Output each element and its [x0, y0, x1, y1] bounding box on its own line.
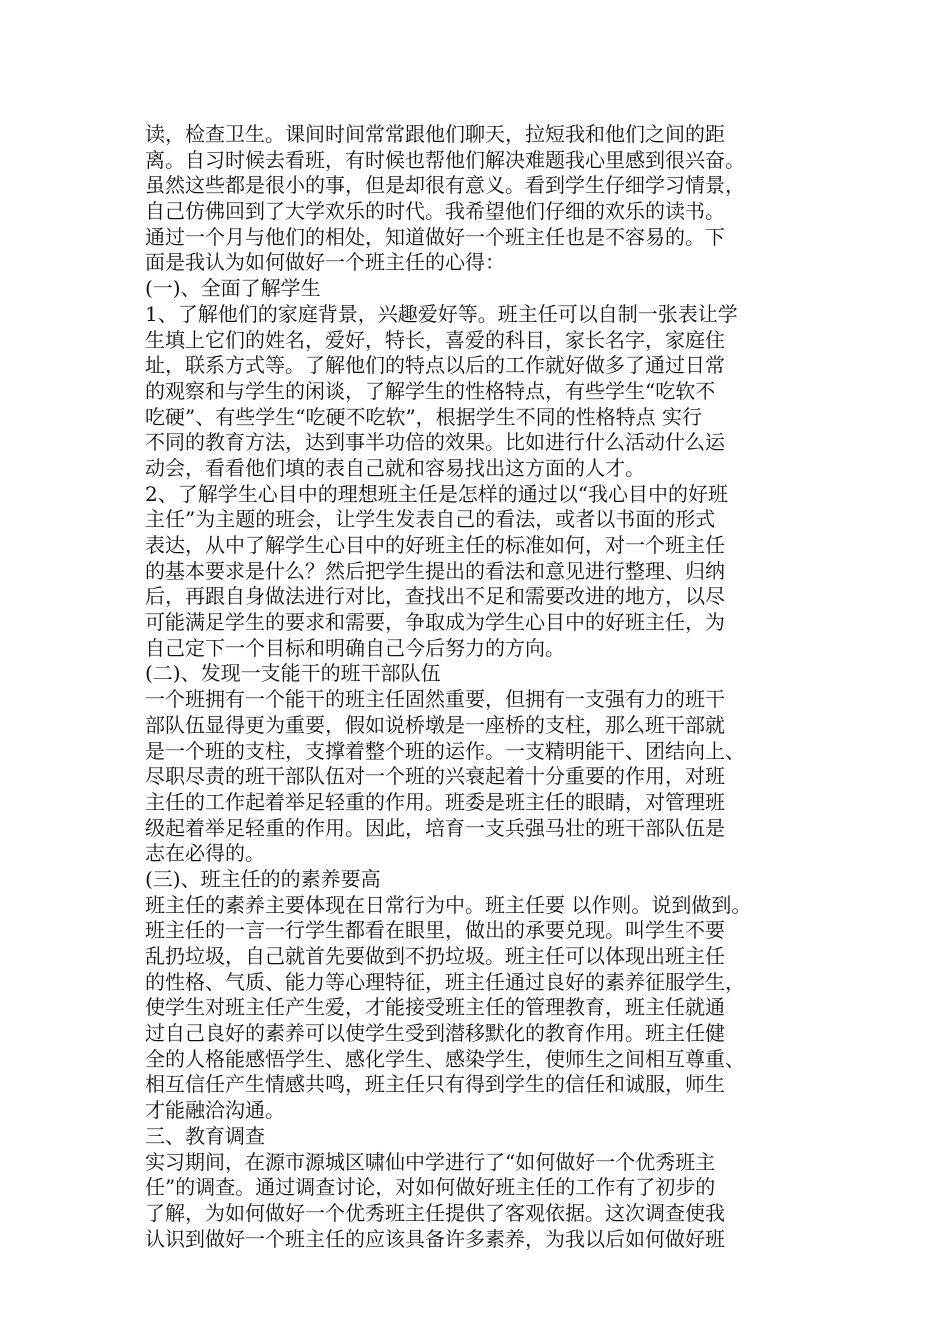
text-line: 2、了解学生心目中的理想班主任是怎样的通过以“我心目中的好班 — [145, 481, 728, 506]
text-line: 三、教育调查 — [145, 1123, 265, 1148]
text-line: (三)、班主任的的素养要高 — [145, 866, 381, 891]
text-line: 面是我认为如何做好一个班主任的心得： — [145, 250, 505, 275]
text-line: 的基本要求是什么？然后把学生提出的看法和意见进行整理、归纳 — [145, 558, 725, 583]
text-line: 生填上它们的姓名，爱好，特长，喜爱的科目，家长名字，家庭住 — [145, 327, 725, 352]
text-line: 址，联系方式等。了解他们的特点以后的工作就好做多了通过日常 — [145, 353, 725, 378]
text-line: 级起着举足轻重的作用。因此，培育一支兵强马壮的班干部队伍是 — [145, 815, 725, 840]
text-line: 全的人格能感悟学生、感化学生、感染学生，使师生之间相互尊重、 — [145, 1046, 745, 1071]
text-line: 志在必得的。 — [145, 841, 265, 866]
body-text — [145, 122, 825, 1252]
text-line: 虽然这些都是很小的事，但是却很有意义。看到学生仔细学习情景， — [145, 173, 745, 198]
text-line: 1、了解他们的家庭背景，兴趣爱好等。班主任可以自制一张表让学 — [145, 301, 738, 326]
text-line: 主任”为主题的班会，让学生发表自己的看法，或者以书面的形式 — [145, 507, 716, 532]
text-line: 实习期间，在源市源城区啸仙中学进行了“如何做好一个优秀班主 — [145, 1149, 716, 1174]
text-line: 的性格、气质、能力等心理特征，班主任通过良好的素养征服学生， — [145, 969, 745, 994]
text-line: 过自己良好的素养可以使学生受到潜移默化的教育作用。班主任健 — [145, 1021, 725, 1046]
text-line: 是一个班的支柱，支撑着整个班的运作。一支精明能干、团结向上、 — [145, 738, 745, 763]
text-line: 动会，看看他们填的表自己就和容易找出这方面的人才。 — [145, 455, 645, 480]
text-line: 自己仿佛回到了大学欢乐的时代。我希望他们仔细的欢乐的读书。 — [145, 199, 725, 224]
text-line: 离。自习时候去看班，有时候也帮他们解决难题我心里感到很兴奋。 — [145, 147, 745, 172]
text-line: (二)、发现一支能干的班干部队伍 — [145, 661, 441, 686]
text-line: 了解，为如何做好一个优秀班主任提供了客观依据。这次调查使我 — [145, 1200, 725, 1225]
text-line: 一个班拥有一个能干的班主任固然重要，但拥有一支强有力的班干 — [145, 687, 725, 712]
text-line: 通过一个月与他们的相处，知道做好一个班主任也是不容易的。下 — [145, 224, 725, 249]
text-line: 的观察和与学生的闲谈，了解学生的性格特点，有些学生“吃软不 — [145, 378, 716, 403]
text-line: 表达，从中了解学生心目中的好班主任的标准如何，对一个班主任 — [145, 533, 725, 557]
text-line: 后，再跟自身做法进行对比，查找出不足和需要改进的地方，以尽 — [145, 584, 725, 609]
text-line: 部队伍显得更为重要，假如说桥墩是一座桥的支柱，那么班干部就 — [145, 712, 725, 737]
text-line: 乱扔垃圾，自己就首先要做到不扔垃圾。班主任可以体现出班主任 — [145, 944, 725, 968]
text-line: 可能满足学生的要求和需要，争取成为学生心目中的好班主任，为 — [145, 610, 725, 635]
text-line: 班主任的素养主要体现在日常行为中。班主任要 以作则。说到做到。 — [145, 892, 752, 917]
text-line: 相互信任产生情感共鸣，班主任只有得到学生的信任和诚服，师生 — [145, 1072, 725, 1097]
text-line: 尽职尽责的班干部队伍对一个班的兴衰起着十分重要的作用，对班 — [145, 764, 725, 789]
text-line: 班主任的一言一行学生都看在眼里，做出的承要兑现。叫学生不要 — [145, 918, 725, 943]
text-line: 读，检查卫生。课间时间常常跟他们聊天，拉短我和他们之间的距 — [145, 122, 725, 146]
text-line: 吃硬”、有些学生“吃硬不吃软”，根据学生不同的性格特点 实行 — [145, 404, 703, 429]
text-line: 主任的工作起着举足轻重的作用。班委是班主任的眼睛，对管理班 — [145, 789, 725, 814]
text-line: 不同的教育方法，达到事半功倍的效果。比如进行什么活动什么运 — [145, 430, 725, 455]
text-line: 使学生对班主任产生爱，才能接受班主任的管理教育，班主任就通 — [145, 995, 725, 1020]
text-line: 任”的调查。通过调查讨论，对如何做好班主任的工作有了初步的 — [145, 1175, 716, 1200]
text-line: 认识到做好一个班主任的应该具备许多素养，为我以后如何做好班 — [145, 1226, 725, 1251]
text-line: 自己定下一个目标和明确自己今后努力的方向。 — [145, 635, 565, 660]
text-line: (一)、全面了解学生 — [145, 276, 321, 301]
text-line: 才能融洽沟通。 — [145, 1098, 285, 1123]
